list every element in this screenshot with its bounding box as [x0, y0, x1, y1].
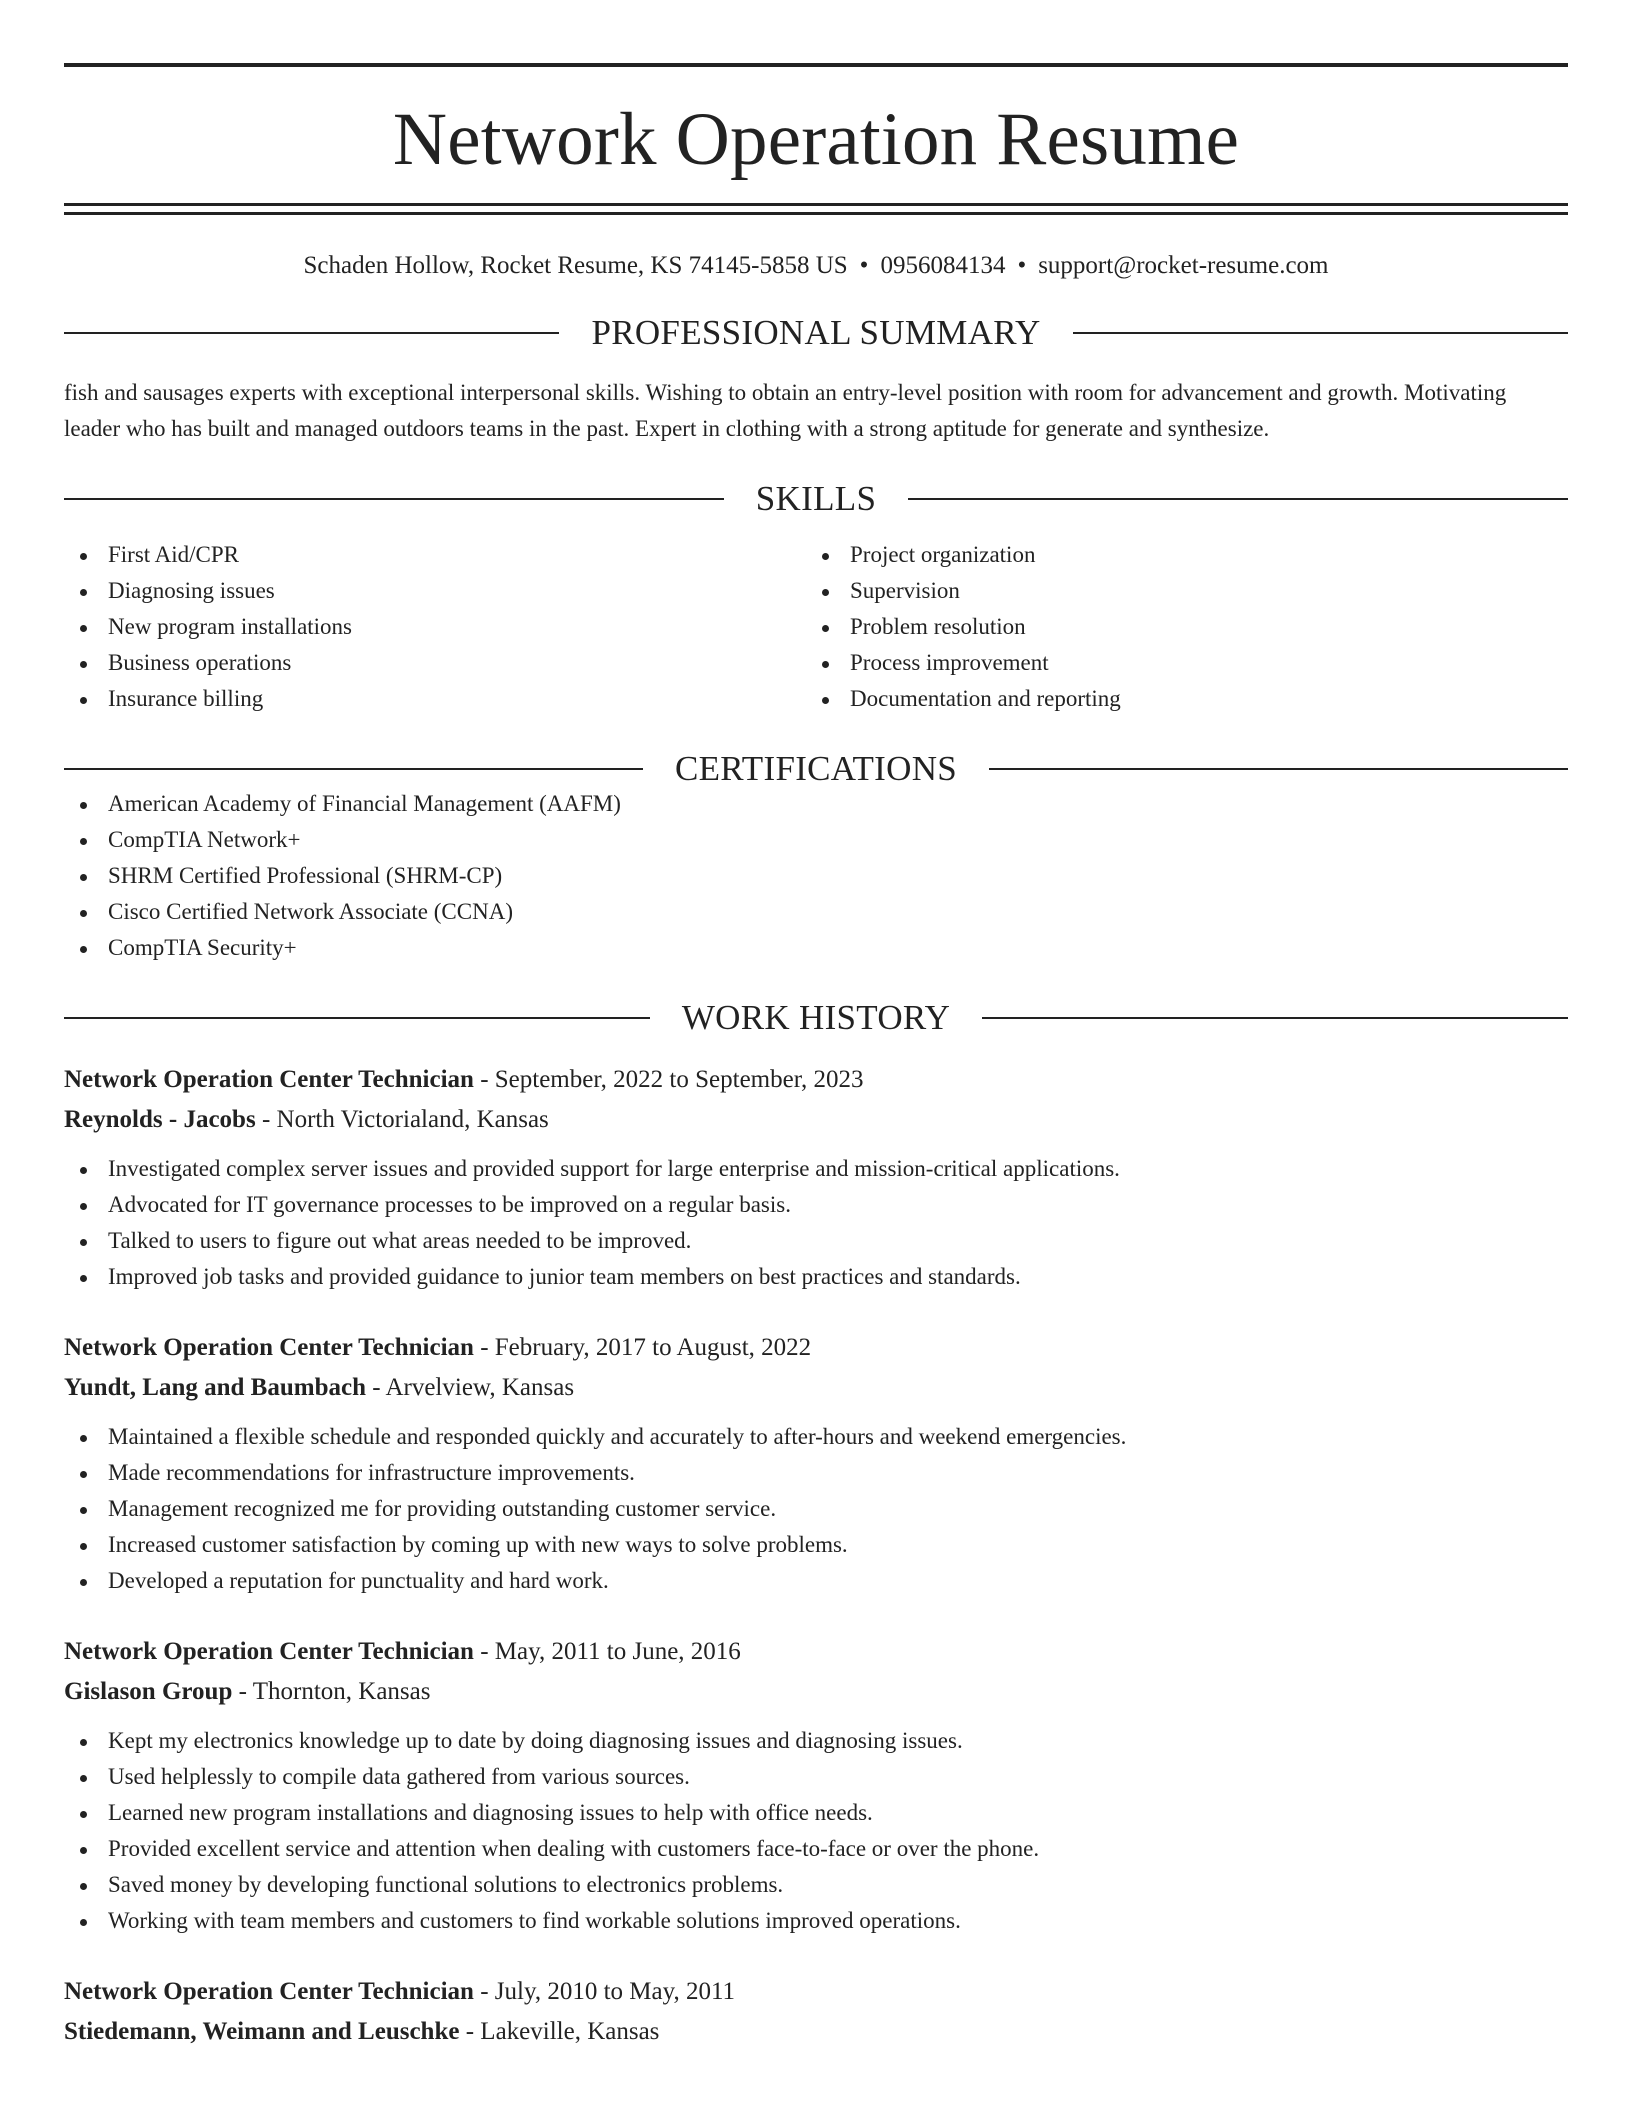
- top-rule: [64, 63, 1568, 67]
- skill-item: Problem resolution: [806, 609, 1548, 645]
- job-duty: Talked to users to figure out what areas needed to be improved.: [64, 1223, 1568, 1259]
- job-duty: Developed a reputation for punctuality and hard work.: [64, 1563, 1568, 1599]
- contact-phone: 0956084134: [880, 252, 1006, 279]
- skill-item: Business operations: [64, 645, 806, 681]
- resume-title: Network Operation Resume: [392, 98, 1240, 181]
- section-heading-summary: [64, 315, 1568, 350]
- job-company-line: [64, 1672, 1568, 1712]
- heading-rule: [908, 498, 1568, 500]
- section-title: CERTIFICATIONS: [674, 749, 958, 788]
- job-location: - Thornton, Kansas: [232, 1678, 431, 1705]
- job-title: Network Operation Center Technician: [64, 1978, 474, 2005]
- contact-email: support@rocket-resume.com: [1038, 252, 1329, 279]
- contact-separator: •: [1017, 252, 1027, 279]
- section-title: SKILLS: [755, 479, 877, 518]
- job-dates: - July, 2010 to May, 2011: [473, 1978, 736, 2005]
- job-company: Gislason Group: [64, 1678, 233, 1705]
- contact-address: Schaden Hollow, Rocket Resume, KS 74145-5858 US: [303, 252, 848, 279]
- heading-rule: [64, 498, 724, 500]
- title-rule-lower: [64, 212, 1568, 215]
- job-dates: - September, 2022 to September, 2023: [473, 1066, 864, 1093]
- certification-item: CompTIA Security+: [64, 930, 1568, 966]
- heading-rule: [64, 768, 643, 770]
- section-title: PROFESSIONAL SUMMARY: [591, 313, 1041, 352]
- job-duty: Advocated for IT governance processes to be improved on a regular basis.: [64, 1187, 1568, 1223]
- job-title: Network Operation Center Technician: [64, 1066, 474, 1093]
- job-entry: [64, 1632, 1568, 1939]
- job-duty: Management recognized me for providing outstanding customer service.: [64, 1491, 1568, 1527]
- certification-item: SHRM Certified Professional (SHRM-CP): [64, 858, 1568, 894]
- section-heading-skills: [64, 481, 1568, 516]
- job-company-line: [64, 2012, 1568, 2052]
- section-heading-certifications: [64, 751, 1568, 786]
- job-title-line: [64, 1972, 1568, 2012]
- job-duty: Increased customer satisfaction by coming up with new ways to solve problems.: [64, 1527, 1568, 1563]
- heading-rule: [64, 332, 559, 334]
- resume-page: [64, 0, 1568, 2052]
- job-dates: - May, 2011 to June, 2016: [473, 1638, 741, 1665]
- job-duties: [64, 1419, 1568, 1599]
- skill-item: Insurance billing: [64, 681, 806, 717]
- job-duty: Provided excellent service and attention when dealing with customers face-to-face or over the phone.: [64, 1831, 1568, 1867]
- job-title-line: [64, 1060, 1568, 1100]
- job-duty: Working with team members and customers to find workable solutions improved operations.: [64, 1903, 1568, 1939]
- job-company: Reynolds - Jacobs: [64, 1106, 256, 1133]
- job-duty: Made recommendations for infrastructure improvements.: [64, 1455, 1568, 1491]
- job-duties: [64, 1151, 1568, 1295]
- job-duty: Investigated complex server issues and provided support for large enterprise and mission-critical applications.: [64, 1151, 1568, 1187]
- title-rule-upper: [64, 203, 1568, 206]
- job-company: Stiedemann, Weimann and Leuschke: [64, 2018, 460, 2045]
- skill-item: Documentation and reporting: [806, 681, 1548, 717]
- skills-list-right: [806, 537, 1548, 717]
- job-title-line: [64, 1632, 1568, 1672]
- job-title-line: [64, 1328, 1568, 1368]
- job-location: - Arvelview, Kansas: [366, 1374, 575, 1401]
- job-entry: [64, 1972, 1568, 2052]
- job-duty: Kept my electronics knowledge up to date by doing diagnosing issues and diagnosing issues.: [64, 1723, 1568, 1759]
- heading-rule: [1073, 332, 1568, 334]
- section-heading-work-history: [64, 1000, 1568, 1035]
- job-dates: - February, 2017 to August, 2022: [473, 1334, 812, 1361]
- job-entry: [64, 1060, 1568, 1295]
- job-duty: Used helplessly to compile data gathered from various sources.: [64, 1759, 1568, 1795]
- job-duty: Improved job tasks and provided guidance to junior team members on best practices and standards.: [64, 1259, 1568, 1295]
- job-company: Yundt, Lang and Baumbach: [64, 1374, 366, 1401]
- certification-item: Cisco Certified Network Associate (CCNA): [64, 894, 1568, 930]
- certification-item: CompTIA Network+: [64, 822, 1568, 858]
- summary-text: fish and sausages experts with exceptional interpersonal skills. Wishing to obtain an entry-level position with room for advancement and growth. Motivating leader who has built and managed outdoors teams in the past. Expert in clothing with a strong aptitude for generate and synthesize.: [64, 380, 1507, 441]
- certifications-list: [64, 786, 1568, 966]
- heading-rule: [982, 1017, 1568, 1019]
- heading-rule: [64, 1017, 650, 1019]
- job-title: Network Operation Center Technician: [64, 1638, 474, 1665]
- job-entry: [64, 1328, 1568, 1599]
- job-company-line: [64, 1368, 1568, 1408]
- skill-item: First Aid/CPR: [64, 537, 806, 573]
- job-duty: Learned new program installations and diagnosing issues to help with office needs.: [64, 1795, 1568, 1831]
- job-title: Network Operation Center Technician: [64, 1334, 474, 1361]
- job-duties: [64, 1723, 1568, 1939]
- job-company-line: [64, 1100, 1568, 1140]
- skill-item: Supervision: [806, 573, 1548, 609]
- section-title: WORK HISTORY: [681, 998, 951, 1037]
- skills-column-right: [806, 537, 1548, 717]
- job-duty: Saved money by developing functional solutions to electronics problems.: [64, 1867, 1568, 1903]
- certification-item: American Academy of Financial Management (AAFM): [64, 786, 1568, 822]
- skill-item: Project organization: [806, 537, 1548, 573]
- contact-separator: •: [859, 252, 869, 279]
- skill-item: New program installations: [64, 609, 806, 645]
- job-location: - North Victorialand, Kansas: [255, 1106, 549, 1133]
- skills-list-left: [64, 537, 806, 717]
- skills-grid: [64, 537, 1568, 717]
- skill-item: Process improvement: [806, 645, 1548, 681]
- skills-column-left: [64, 537, 806, 717]
- heading-rule: [989, 768, 1568, 770]
- job-location: - Lakeville, Kansas: [459, 2018, 660, 2045]
- contact-line: [64, 251, 1568, 281]
- job-duty: Maintained a flexible schedule and responded quickly and accurately to after-hours and weekend emergencies.: [64, 1419, 1568, 1455]
- skill-item: Diagnosing issues: [64, 573, 806, 609]
